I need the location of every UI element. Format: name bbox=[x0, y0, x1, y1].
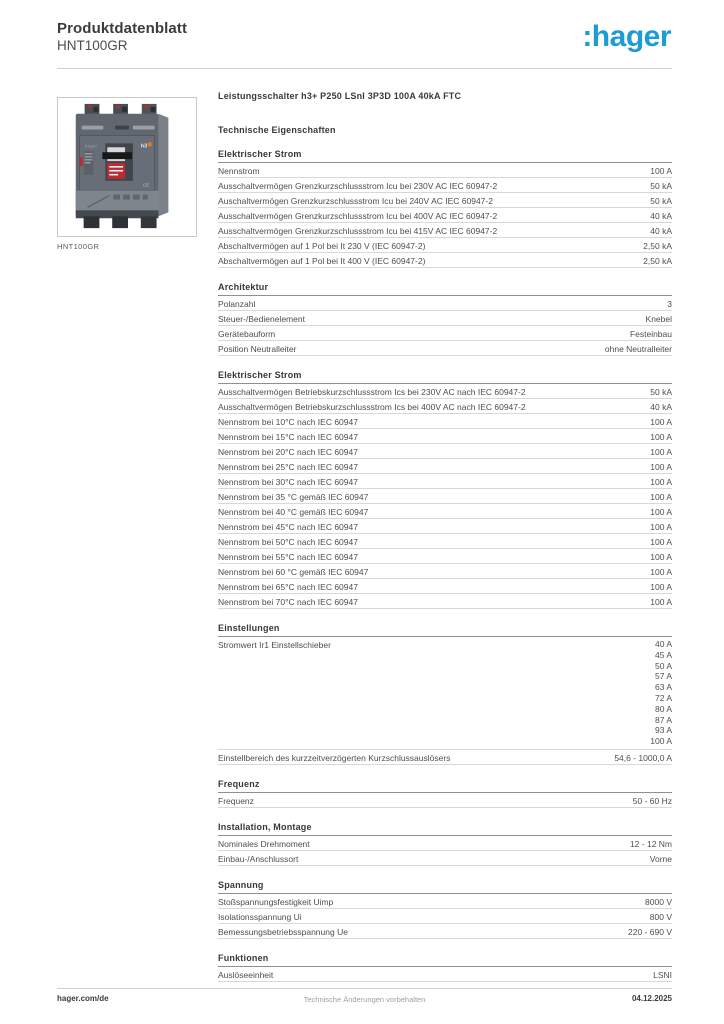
spec-label: Ausschaltvermögen Betriebskurzschlussstrom Ics bei 400V AC nach IEC 60947-2 bbox=[218, 402, 526, 412]
hager-logo: :hager bbox=[582, 20, 671, 53]
spec-value: 40 kA bbox=[650, 226, 672, 236]
spec-value: 40 kA bbox=[650, 402, 672, 412]
spec-label: Ausschaltvermögen Grenzkurzschlussstrom Icu bei 400V AC IEC 60947-2 bbox=[218, 211, 498, 221]
spec-row bbox=[218, 894, 672, 909]
spec-label: Nennstrom bbox=[218, 166, 260, 176]
spec-value: 100 A bbox=[650, 492, 672, 502]
spec-label: Ausschaltvermögen Grenzkurzschlussstrom Icu bei 415V AC IEC 60947-2 bbox=[218, 226, 498, 236]
spec-value: 40 kA bbox=[650, 211, 672, 221]
svg-text:h3: h3 bbox=[140, 143, 148, 150]
spec-row bbox=[218, 519, 672, 534]
spec-value: 40 A 45 A 50 A 57 A 63 A 72 A 80 A 87 A 93 A 100 A bbox=[650, 639, 672, 747]
spec-label: Nennstrom bei 70°C nach IEC 60947 bbox=[218, 597, 358, 607]
svg-text:hager: hager bbox=[84, 144, 98, 150]
breaker-toggle-handle bbox=[102, 152, 132, 159]
spec-value: 100 A bbox=[650, 432, 672, 442]
spec-section bbox=[218, 149, 672, 268]
spec-row bbox=[218, 384, 672, 399]
spec-value: 100 A bbox=[650, 537, 672, 547]
spec-row bbox=[218, 444, 672, 459]
spec-row bbox=[218, 967, 672, 982]
spec-value: 100 A bbox=[650, 462, 672, 472]
footer-date: 04.12.2025 bbox=[631, 994, 672, 1003]
spec-label: Position Neutralleiter bbox=[218, 344, 297, 354]
spec-label: Nennstrom bei 10°C nach IEC 60947 bbox=[218, 417, 358, 427]
spec-label: Nennstrom bei 45°C nach IEC 60947 bbox=[218, 522, 358, 532]
spec-value: 100 A bbox=[650, 522, 672, 532]
product-photo-caption: HNT100GR bbox=[57, 242, 100, 251]
footer-disclaimer: Technische Änderungen vorbehalten bbox=[303, 994, 426, 1004]
header-divider bbox=[57, 68, 672, 69]
spec-label: Ausschaltvermögen Grenzkurzschlussstrom Icu bei 230V AC IEC 60947-2 bbox=[218, 181, 498, 191]
spec-row bbox=[218, 836, 672, 851]
product-photo-frame bbox=[57, 97, 197, 237]
spec-row bbox=[218, 223, 672, 238]
spec-row bbox=[218, 238, 672, 253]
spec-section bbox=[218, 953, 672, 982]
spec-value: Knebel bbox=[645, 314, 672, 324]
spec-row bbox=[218, 341, 672, 356]
circuit-breaker-photo bbox=[58, 98, 196, 236]
spec-value: 220 - 690 V bbox=[628, 926, 672, 937]
section-title: Spannung bbox=[218, 880, 672, 894]
spec-label: Auslöseeinheit bbox=[218, 969, 274, 980]
spec-row bbox=[218, 399, 672, 414]
spec-row bbox=[218, 579, 672, 594]
spec-label: Einstellbereich des kurzzeitverzögerten Kurzschlussauslösers bbox=[218, 752, 451, 763]
spec-sections bbox=[218, 149, 672, 982]
spec-row bbox=[218, 534, 672, 549]
spec-label: Gerätebauform bbox=[218, 329, 276, 339]
spec-label: Einbau-/Anschlussort bbox=[218, 853, 299, 864]
spec-label: Nennstrom bei 40 °C gemäß IEC 60947 bbox=[218, 507, 369, 517]
spec-row bbox=[218, 208, 672, 223]
product-title: Leistungsschalter h3+ P250 LSnI 3P3D 100A 40kA FTC bbox=[218, 91, 462, 101]
spec-value: 100 A bbox=[650, 597, 672, 607]
spec-value: 8000 V bbox=[645, 896, 672, 907]
spec-row bbox=[218, 311, 672, 326]
spec-value: 54,6 - 1000,0 A bbox=[614, 752, 672, 763]
spec-section bbox=[218, 623, 672, 765]
section-title: Architektur bbox=[218, 282, 672, 296]
svg-text:CE: CE bbox=[142, 182, 149, 188]
spec-row bbox=[218, 326, 672, 341]
spec-value: 3 bbox=[667, 299, 672, 309]
spec-value: Vorne bbox=[649, 853, 672, 864]
section-title: Einstellungen bbox=[218, 623, 672, 637]
spec-row bbox=[218, 489, 672, 504]
spec-value: Festeinbau bbox=[629, 329, 672, 339]
spec-label: Polanzahl bbox=[218, 299, 256, 309]
spec-row bbox=[218, 459, 672, 474]
spec-row bbox=[218, 253, 672, 268]
spec-row bbox=[218, 909, 672, 924]
spec-row bbox=[218, 429, 672, 444]
spec-label: Nennstrom bei 65°C nach IEC 60947 bbox=[218, 582, 358, 592]
spec-row bbox=[218, 750, 672, 765]
spec-row bbox=[218, 504, 672, 519]
spec-section bbox=[218, 779, 672, 808]
spec-section bbox=[218, 880, 672, 939]
spec-label: Nennstrom bei 35 °C gemäß IEC 60947 bbox=[218, 492, 369, 502]
spec-label: Bemessungsbetriebsspannung Ue bbox=[218, 926, 348, 937]
spec-value: 50 kA bbox=[650, 387, 672, 397]
spec-row bbox=[218, 594, 672, 609]
spec-label: Ausschaltvermögen Betriebskurzschlussstrom Ics bei 230V AC nach IEC 60947-2 bbox=[218, 387, 526, 397]
footer-divider bbox=[57, 988, 672, 989]
spec-label: Frequenz bbox=[218, 795, 254, 806]
section-title: Funktionen bbox=[218, 953, 672, 967]
spec-value: 12 - 12 Nm bbox=[629, 838, 672, 849]
spec-label: Nennstrom bei 60 °C gemäß IEC 60947 bbox=[218, 567, 369, 577]
document-type-title: Produktdatenblatt bbox=[57, 20, 188, 37]
spec-section bbox=[218, 282, 672, 356]
technical-properties-heading: Technische Eigenschaften bbox=[218, 125, 336, 135]
spec-label: Nennstrom bei 20°C nach IEC 60947 bbox=[218, 447, 358, 457]
spec-label: Steuer-/Bedienelement bbox=[218, 314, 305, 324]
spec-row bbox=[218, 851, 672, 866]
section-title: Elektrischer Strom bbox=[218, 149, 672, 163]
spec-label: Isolationsspannung Ui bbox=[218, 911, 302, 922]
spec-value: 100 A bbox=[650, 417, 672, 427]
spec-value: 2,50 kA bbox=[643, 256, 672, 266]
spec-row bbox=[218, 178, 672, 193]
spec-row bbox=[218, 637, 672, 750]
spec-label: Auschaltvermögen Grenzkurzschlussstrom Icu bei 240V AC IEC 60947-2 bbox=[218, 196, 493, 206]
spec-row bbox=[218, 414, 672, 429]
spec-label: Nennstrom bei 30°C nach IEC 60947 bbox=[218, 477, 358, 487]
spec-row bbox=[218, 549, 672, 564]
spec-label: Nennstrom bei 15°C nach IEC 60947 bbox=[218, 432, 358, 442]
spec-value: 50 kA bbox=[650, 181, 672, 191]
spec-section bbox=[218, 822, 672, 866]
breaker-bottom-terminals bbox=[76, 210, 159, 228]
spec-row bbox=[218, 193, 672, 208]
breaker-body-side bbox=[159, 114, 169, 217]
spec-label: Abschaltvermögen auf 1 Pol bei It 400 V (IEC 60947-2) bbox=[218, 256, 426, 266]
spec-section bbox=[218, 370, 672, 609]
spec-value: 800 V bbox=[649, 911, 672, 922]
spec-value: 100 A bbox=[650, 507, 672, 517]
spec-value: 2,50 kA bbox=[643, 241, 672, 251]
section-title: Installation, Montage bbox=[218, 822, 672, 836]
spec-value: 100 A bbox=[650, 567, 672, 577]
spec-label: Stromwert Ir1 Einstellschieber bbox=[218, 640, 331, 650]
spec-value: ohne Neutralleiter bbox=[604, 344, 672, 354]
footer-website: hager.com/de bbox=[57, 994, 109, 1003]
spec-value: 100 A bbox=[650, 477, 672, 487]
section-title: Frequenz bbox=[218, 779, 672, 793]
spec-row bbox=[218, 474, 672, 489]
spec-value: 50 - 60 Hz bbox=[632, 795, 672, 806]
spec-value: LSNI bbox=[653, 969, 672, 980]
spec-value: 100 A bbox=[650, 552, 672, 562]
spec-value: 100 A bbox=[650, 447, 672, 457]
spec-label: Nennstrom bei 55°C nach IEC 60947 bbox=[218, 552, 358, 562]
spec-row bbox=[218, 296, 672, 311]
spec-row bbox=[218, 163, 672, 178]
spec-label: Nennstrom bei 25°C nach IEC 60947 bbox=[218, 462, 358, 472]
spec-label: Nennstrom bei 50°C nach IEC 60947 bbox=[218, 537, 358, 547]
product-reference: HNT100GR bbox=[57, 38, 128, 53]
spec-value: 100 A bbox=[650, 166, 672, 176]
spec-row bbox=[218, 924, 672, 939]
spec-row bbox=[218, 793, 672, 808]
spec-value: 50 kA bbox=[650, 196, 672, 206]
spec-label: Stoßspannungsfestigkeit Uimp bbox=[218, 896, 334, 907]
spec-label: Abschaltvermögen auf 1 Pol bei It 230 V (IEC 60947-2) bbox=[218, 241, 426, 251]
spec-value: 100 A bbox=[650, 582, 672, 592]
spec-label: Nominales Drehmoment bbox=[218, 838, 310, 849]
spec-row bbox=[218, 564, 672, 579]
section-title: Elektrischer Strom bbox=[218, 370, 672, 384]
spec-column bbox=[218, 91, 672, 982]
